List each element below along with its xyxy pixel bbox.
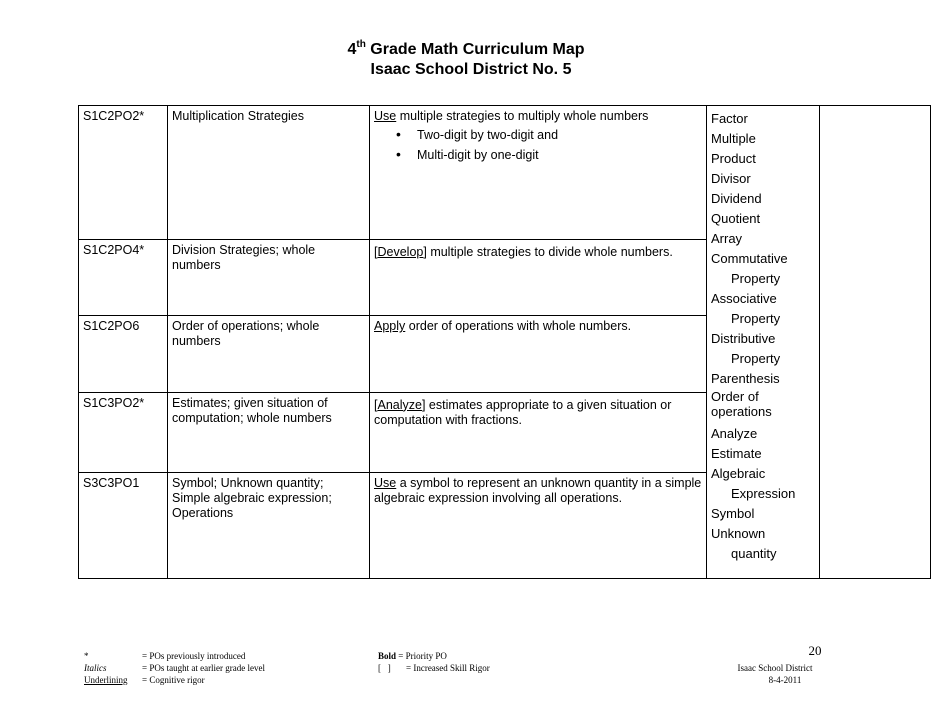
title-text: Grade Math Curriculum Map xyxy=(365,41,585,58)
vocab-item: Distributive xyxy=(711,331,776,346)
page-title xyxy=(0,40,942,80)
legend-symbol: [ ] xyxy=(378,663,391,673)
grade-superscript: th xyxy=(356,39,366,50)
list-item: • Multi-digit by one-digit xyxy=(396,146,539,162)
vocab-item: Property xyxy=(731,271,781,286)
po-code: S3C3PO1 xyxy=(79,472,168,578)
legend-symbol: Italics xyxy=(84,663,107,673)
vocab-item: Multiple xyxy=(711,131,756,146)
topic-cell: Symbol; Unknown quantity; Simple algebraic expression; Operations xyxy=(168,472,370,578)
legend-entry: * = POs previously introduced xyxy=(84,651,246,661)
legend-entry: Underlining = Cognitive rigor xyxy=(84,675,205,685)
rigor-verb: Analyze xyxy=(377,397,422,412)
empty-cell xyxy=(820,106,931,579)
topic-cell: Estimates; given situation of computation; whole numbers xyxy=(168,392,370,472)
vocab-item: Symbol xyxy=(711,506,755,521)
vocab-item: quantity xyxy=(731,546,777,561)
vocab-item: Factor xyxy=(711,111,748,126)
vocab-item: Dividend xyxy=(711,191,762,206)
vocab-item: Divisor xyxy=(711,171,751,186)
objective-cell: Apply order of operations with whole numbers. xyxy=(370,316,707,392)
vocab-item: Parenthesis xyxy=(711,371,780,386)
topic-cell: Multiplication Strategies xyxy=(168,106,370,240)
vocab-item: Property xyxy=(731,311,781,326)
vocab-item: Property xyxy=(731,351,781,366)
table-row xyxy=(79,106,931,240)
objective-cell: [Develop] multiple strategies to divide whole numbers. xyxy=(370,240,707,316)
vocab-item: Estimate xyxy=(711,446,762,461)
legend-middle xyxy=(378,650,490,674)
vocab-item: Order of operations xyxy=(711,389,772,419)
vocab-item: Associative xyxy=(711,291,777,306)
legend-symbol: Underlining xyxy=(84,675,128,685)
vocab-item: Commutative xyxy=(711,251,788,266)
bullet-icon: • xyxy=(396,146,401,162)
footer-date: 8-4-2011 xyxy=(768,675,802,685)
vocab-item: Product xyxy=(711,151,756,166)
vocab-item: Quotient xyxy=(711,211,761,226)
footer-district: Isaac School District xyxy=(737,663,813,673)
curriculum-table xyxy=(78,105,931,579)
vocab-item: Algebraic xyxy=(711,466,766,481)
legend-left xyxy=(84,650,265,686)
rigor-verb: Develop xyxy=(377,245,424,260)
rigor-verb: Use xyxy=(374,475,397,490)
grade-number: 4 xyxy=(347,41,357,58)
vocab-item: Analyze xyxy=(711,426,758,441)
objective-cell: Use a symbol to represent an unknown quantity in a simple algebraic expression involving all operations. xyxy=(370,472,707,578)
title-line-2: Isaac School District No. 5 xyxy=(370,61,572,78)
po-code: S1C2PO4* xyxy=(79,240,168,316)
po-code: S1C2PO2* xyxy=(79,106,168,240)
vocab-item: Array xyxy=(711,231,743,246)
po-code: S1C2PO6 xyxy=(79,316,168,392)
title-line-1 xyxy=(0,40,942,60)
objective-cell: [Analyze] estimates appropriate to a given situation or computation with fractions. xyxy=(370,392,707,472)
vocabulary-cell xyxy=(707,106,820,579)
legend-entry: [ ] = Increased Skill Rigor xyxy=(378,663,490,673)
topic-cell: Division Strategies; whole numbers xyxy=(168,240,370,316)
vocab-item: Expression xyxy=(731,486,796,501)
vocab-item: Unknown xyxy=(711,526,766,541)
page-number: 20 xyxy=(808,643,822,658)
legend-entry: Bold = Priority PO xyxy=(378,651,447,661)
objective-cell: Use multiple strategies to multiply whole numbers • Two-digit by two-digit and • Multi-digit by one-digit xyxy=(370,106,707,240)
list-item: • Two-digit by two-digit and xyxy=(396,126,559,142)
rigor-verb: Apply xyxy=(374,319,406,334)
bullet-icon: • xyxy=(396,126,401,142)
topic-cell: Order of operations; whole numbers xyxy=(168,316,370,392)
rigor-verb: Use xyxy=(374,109,397,123)
legend-symbol: Bold xyxy=(378,651,397,661)
legend-entry: Italics = POs taught at earlier grade level xyxy=(84,663,266,673)
bullet-list xyxy=(374,128,702,168)
legend-symbol: * xyxy=(84,651,89,661)
po-code: S1C3PO2* xyxy=(79,392,168,472)
